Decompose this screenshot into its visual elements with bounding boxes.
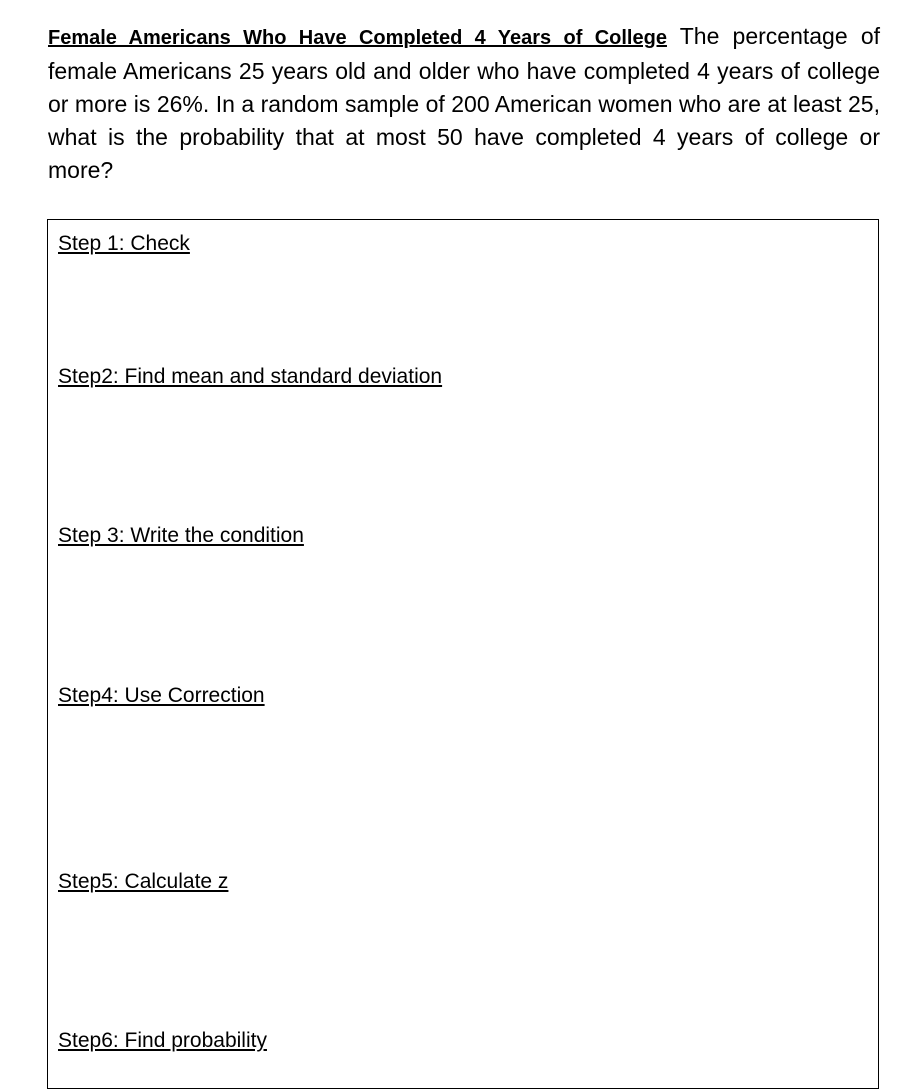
step-3-heading: Step 3: Write the condition xyxy=(58,524,304,547)
problem-text: The percentage of female Americans 25 years old and older who have completed 4 years of college or more is 26%. In a random sample of 200 American women who are at least 25, what is the probability that at most 50 have completed 4 years of college or more? xyxy=(48,23,880,183)
step-2-heading: Step2: Find mean and standard deviation xyxy=(58,365,443,388)
step-6-heading: Step6: Find probability xyxy=(58,1029,267,1052)
problem-title: Female Americans Who Have Completed 4 Years of College xyxy=(48,27,667,49)
problem-statement xyxy=(48,20,880,187)
step-4-heading: Step4: Use Correction xyxy=(58,684,265,707)
step-1-heading: Step 1: Check xyxy=(58,232,190,255)
work-box xyxy=(47,219,879,1089)
step-5-heading: Step5: Calculate z xyxy=(58,870,229,893)
